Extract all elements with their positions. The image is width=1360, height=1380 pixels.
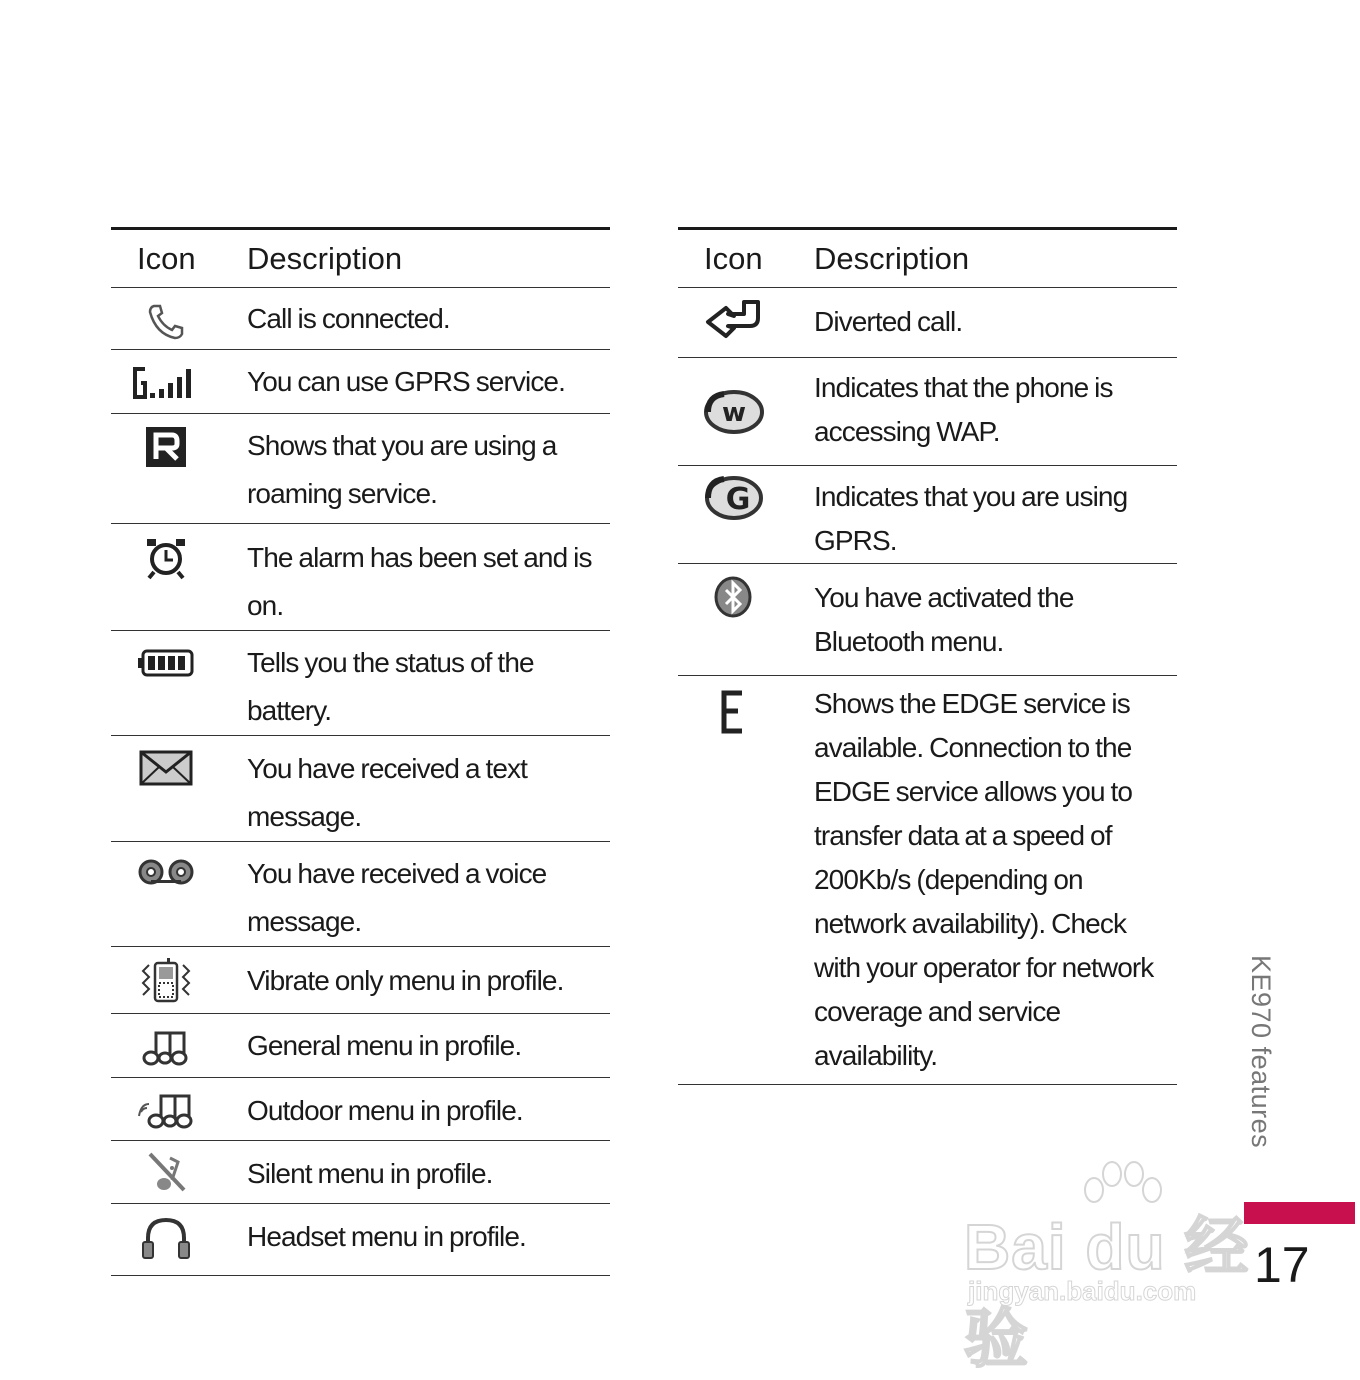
table-row [111, 1141, 610, 1204]
row-description: Silent menu in profile. [221, 1141, 610, 1204]
table-row [111, 524, 610, 631]
table-row [111, 350, 610, 414]
table-row [111, 631, 610, 736]
edge-e-icon [718, 690, 748, 734]
vibrate-icon [139, 957, 193, 1005]
row-description: General menu in profile. [221, 1014, 610, 1078]
svg-text:G: G [725, 482, 751, 517]
voicemail-icon [135, 858, 197, 886]
envelope-icon [139, 750, 193, 786]
row-description: Shows the EDGE service is available. Connection to the EDGE service allows you to transfer data at a speed of 200Kb/s (depending on network availability). Check with your operator for network coverage and service availability. [788, 676, 1177, 1085]
row-description: Tells you the status of the battery. [221, 631, 610, 736]
svg-text:w: w [721, 398, 747, 428]
row-description: Indicates that you are using GPRS. [788, 466, 1177, 564]
column-header-description: Description [788, 229, 1177, 288]
table-row [111, 842, 610, 947]
silent-icon [142, 1150, 190, 1196]
watermark-brand: Bai du 经验 [964, 1211, 1250, 1375]
watermark-url: jingyan.baidu.com [968, 1276, 1197, 1306]
icon-cell [678, 564, 788, 676]
table-row [111, 947, 610, 1014]
row-description: Outdoor menu in profile. [221, 1078, 610, 1141]
divert-arrow-icon [704, 298, 762, 344]
icon-cell [111, 842, 221, 947]
row-description: You have activated the Bluetooth menu. [788, 564, 1177, 676]
icon-cell [678, 358, 788, 466]
table-row [111, 1014, 610, 1078]
icon-cell [111, 1141, 221, 1204]
row-description: Vibrate only menu in profile. [221, 947, 610, 1014]
music-note-icon [142, 1027, 190, 1067]
icon-cell [111, 524, 221, 631]
table-row [678, 676, 1177, 1085]
icon-cell [111, 350, 221, 414]
chapter-side-label: KE970 features [1246, 955, 1276, 1149]
outdoor-note-icon [137, 1090, 195, 1130]
row-description: Diverted call. [788, 288, 1177, 358]
gprs-signal-icon [133, 365, 199, 401]
table-row [111, 414, 610, 524]
headset-icon [140, 1216, 192, 1260]
wap-icon [702, 388, 764, 436]
row-description: Call is connected. [221, 288, 610, 350]
row-description: You have received a text message. [221, 736, 610, 842]
table-row [111, 1204, 610, 1276]
icon-cell [111, 1078, 221, 1141]
icon-cell [111, 736, 221, 842]
watermark [962, 1160, 1282, 1375]
column-header-icon: Icon [678, 229, 788, 288]
row-description: Shows that you are using a roaming service. [221, 414, 610, 524]
row-description: You can use GPRS service. [221, 350, 610, 414]
table-header-row [678, 229, 1177, 288]
icon-cell [111, 947, 221, 1014]
alarm-clock-icon [144, 536, 188, 580]
row-description: Headset menu in profile. [221, 1204, 610, 1276]
table-row [111, 736, 610, 842]
table-header-row [111, 229, 610, 288]
icon-cell [111, 1014, 221, 1078]
icon-cell [678, 676, 788, 1085]
icon-cell [111, 414, 221, 524]
column-header-description: Description [221, 229, 610, 288]
icon-cell [111, 288, 221, 350]
icon-cell [678, 466, 788, 564]
table-row [678, 466, 1177, 564]
icon-cell [678, 288, 788, 358]
table-row [678, 288, 1177, 358]
row-description: Indicates that the phone is accessing WAP. [788, 358, 1177, 466]
row-description: You have received a voice message. [221, 842, 610, 947]
table-row [678, 358, 1177, 466]
bluetooth-icon [712, 576, 754, 618]
roaming-icon [145, 426, 187, 468]
icon-cell [111, 631, 221, 736]
icon-table-left [111, 227, 610, 1276]
table-row [111, 1078, 610, 1141]
table-row [111, 288, 610, 350]
table-row [678, 564, 1177, 676]
page-number: 17 [1254, 1237, 1310, 1293]
gprs-g-icon [702, 475, 764, 521]
phone-call-icon [146, 302, 186, 342]
row-description: The alarm has been set and is on. [221, 524, 610, 631]
column-header-icon: Icon [111, 229, 221, 288]
battery-icon [137, 648, 195, 678]
icon-cell [111, 1204, 221, 1276]
icon-table-right [678, 227, 1177, 1085]
